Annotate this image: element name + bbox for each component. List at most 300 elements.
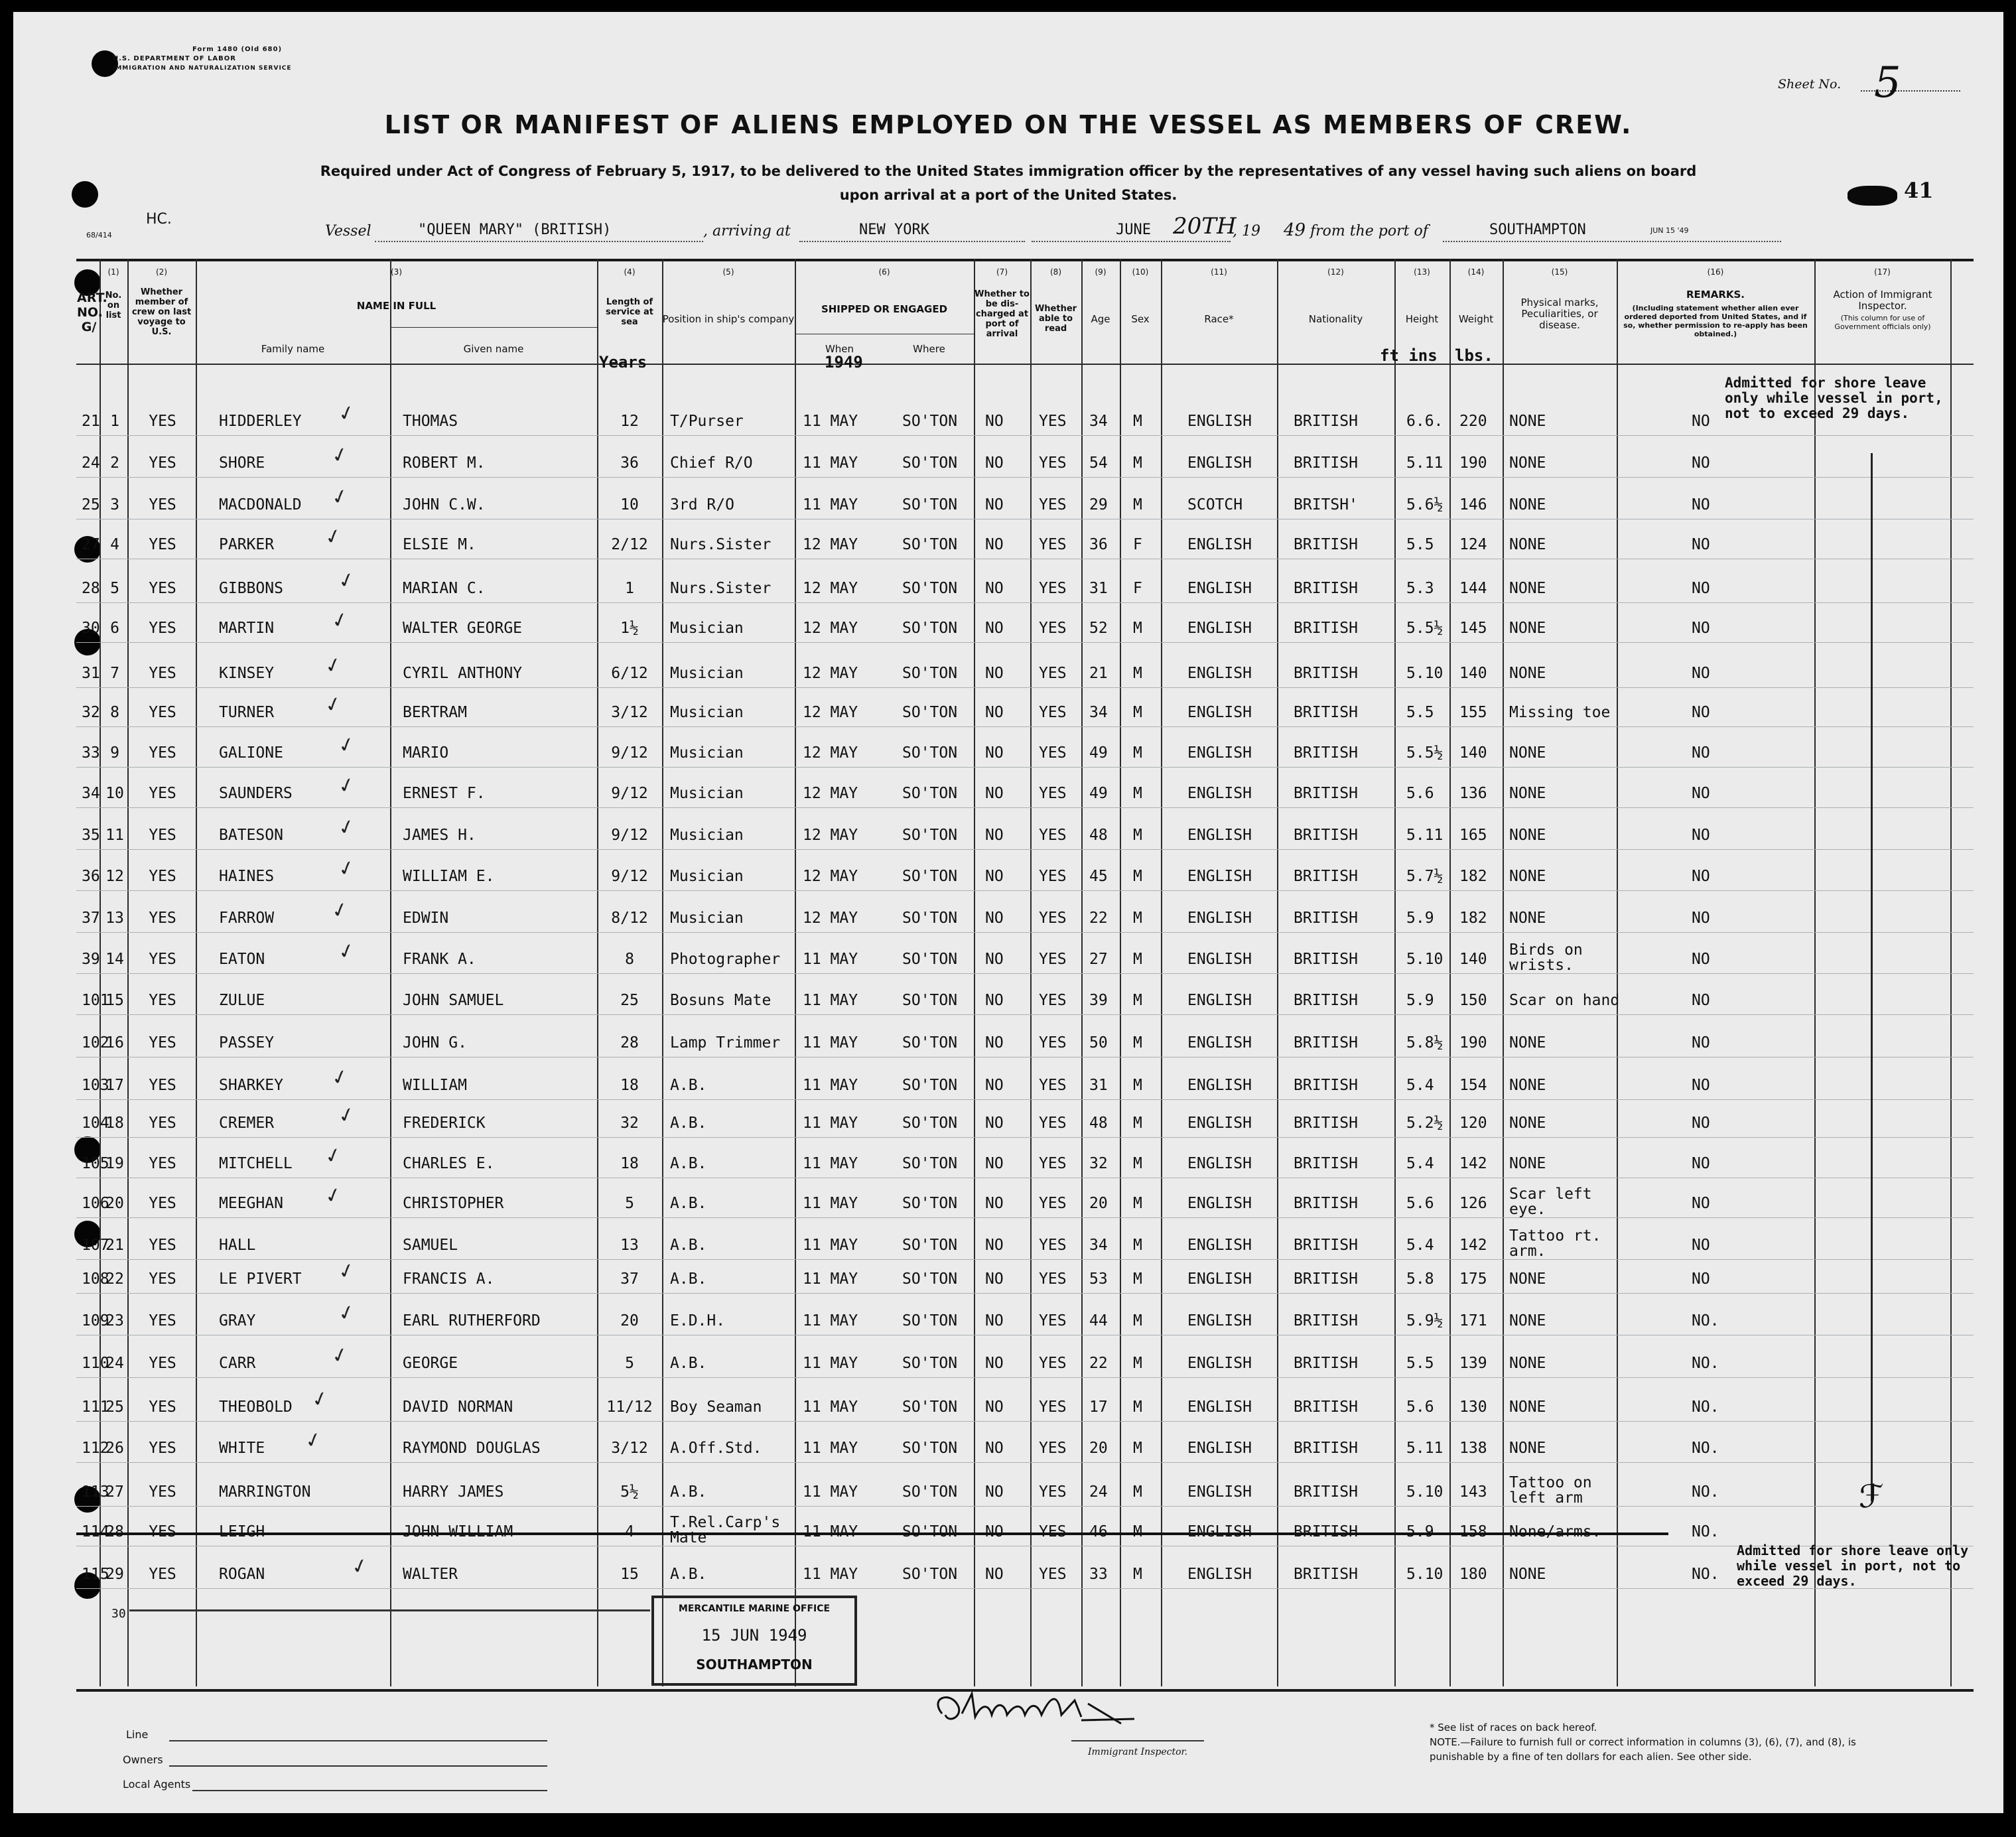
cell-weight: 138 [1459,1440,1487,1457]
cell-yes: YES [149,1566,176,1583]
cell-disch: NO [985,1115,1004,1132]
row-guide-line [76,932,1974,933]
cell-height: 5.3 [1406,580,1434,597]
cell-where: SO'TON [902,580,958,597]
cell-sex: M [1133,827,1142,844]
cell-service: 8/12 [611,910,648,927]
cell-read: YES [1039,536,1067,553]
cell-service: 1 [625,580,634,597]
service: IMMIGRATION AND NATURALIZATION SERVICE [113,65,292,72]
cell-marks: NONE [1509,785,1546,802]
cell-nat: BRITISH [1294,665,1358,682]
units-height: ft ins [1380,346,1438,365]
cell-service: 2/12 [611,536,648,553]
cell-read: YES [1039,785,1067,802]
col-rule [1503,259,1504,1686]
col-number: (15) [1551,267,1568,277]
cell-disch: NO [985,580,1004,597]
cell-disch: NO [985,1355,1004,1372]
cell-remarks: NO [1692,1237,1710,1254]
col-number: (9) [1095,267,1107,277]
header-discharged: Whether to be dis-charged at port of arrival [974,289,1030,339]
cell-remarks: NO. [1692,1398,1719,1416]
cell-disch: NO [985,785,1004,802]
cell-race: ENGLISH [1187,1115,1252,1132]
cell-remarks: NO [1692,1270,1710,1288]
cell-sex: M [1133,785,1142,802]
small-code: 68/414 [86,231,112,239]
cell-weight: 136 [1459,785,1487,802]
cell-no: 3 [110,496,119,513]
col-rule [1950,259,1952,1686]
cell-race: SCOTCH [1187,496,1243,513]
cell-weight: 142 [1459,1155,1487,1172]
cell-race: ENGLISH [1187,454,1252,472]
header-read: Whether able to read [1034,304,1077,334]
cell-where: SO'TON [902,1270,958,1288]
cell-weight: 175 [1459,1270,1487,1288]
cell-sex: M [1133,1077,1142,1094]
cell-family: GALIONE [219,744,283,762]
arrival-month: JUNE [1116,222,1151,238]
cell-given: ERNEST F. [403,785,486,802]
row-guide-line [76,849,1974,850]
cell-service: 36 [620,454,639,472]
cell-disch: NO [985,1195,1004,1212]
cell-age: 50 [1089,1034,1108,1052]
cell-disch: NO [985,1312,1004,1329]
cell-service: 1½ [620,620,639,637]
date-line [1032,241,1231,242]
cell-read: YES [1039,910,1067,927]
cell-sex: M [1133,1155,1142,1172]
cell-no: 21 [105,1237,124,1254]
cell-family: HALL [219,1237,256,1254]
cell-sex: M [1133,496,1142,513]
cell-remarks: NO [1692,1115,1710,1132]
cell-read: YES [1039,1398,1067,1416]
check-mark-icon: ✓ [335,1300,358,1327]
cell-when: 12 MAY [803,536,858,553]
cell-height: 5.6 [1406,1195,1434,1212]
check-mark-icon: ✓ [328,1342,352,1369]
cell-race: ENGLISH [1187,1523,1252,1540]
header-action-sub: (This column for use of Government officials only) [1834,314,1931,331]
col-rule [1277,259,1278,1686]
cell-position: T/Purser [670,413,744,430]
cell-service: 10 [620,496,639,513]
cell-art: 103 [82,1077,109,1094]
footer-owners-rule [169,1765,547,1767]
cell-sex: M [1133,868,1142,885]
header-shipped: SHIPPED OR ENGAGED [821,303,948,315]
cell-position: Boy Seaman [670,1398,762,1416]
cell-art: 113 [82,1483,109,1501]
cell-marks: NONE [1509,413,1546,430]
from-port: SOUTHAMPTON [1489,222,1586,238]
cell-given: JOHN SAMUEL [403,992,504,1009]
cell-age: 24 [1089,1483,1108,1501]
cell-family: LE PIVERT [219,1270,302,1288]
cell-no: 12 [105,868,124,885]
cell-age: 33 [1089,1566,1108,1583]
cell-yes: YES [149,1237,176,1254]
cell-marks: NONE [1509,1034,1546,1052]
cell-yes: YES [149,1440,176,1457]
header-height: Height [1405,313,1439,325]
cell-family: MARTIN [219,620,275,637]
cell-given: MARIAN C. [403,580,486,597]
cell-when: 12 MAY [803,620,858,637]
cell-read: YES [1039,827,1067,844]
cell-when: 11 MAY [803,1566,858,1583]
check-mark-icon: ✓ [308,1386,332,1413]
cell-remarks: NO [1692,1195,1710,1212]
cell-marks: NONE [1509,1440,1546,1457]
cell-disch: NO [985,1077,1004,1094]
row-guide-line [76,807,1974,808]
header-age: Age [1091,313,1110,325]
cell-age: 46 [1089,1523,1108,1540]
cell-given: ROBERT M. [403,454,486,472]
cell-position: A.Off.Std. [670,1440,762,1457]
cell-position: Nurs.Sister [670,580,772,597]
cell-marks: NONE [1509,1355,1546,1372]
cell-race: ENGLISH [1187,536,1252,553]
cell-remarks: NO. [1692,1566,1719,1583]
cell-sex: M [1133,951,1142,968]
check-mark-icon: ✓ [328,607,352,634]
cell-given: RAYMOND DOUGLAS [403,1440,541,1457]
cell-yes: YES [149,1077,176,1094]
cell-race: ENGLISH [1187,910,1252,927]
sheet-no-value: 5 [1874,58,1901,107]
form-identification [113,45,292,73]
cell-where: SO'TON [902,1312,958,1329]
cell-height: 5.5½ [1406,620,1444,637]
cell-sex: M [1133,910,1142,927]
footer-line-label: Line [126,1728,149,1741]
cell-family: ZULUE [219,992,265,1009]
cell-read: YES [1039,1270,1067,1288]
cell-no: 4 [110,536,119,553]
cell-given: JOHN C.W. [403,496,486,513]
cell-disch: NO [985,1155,1004,1172]
cell-age: 53 [1089,1270,1108,1288]
cell-service: 37 [620,1270,639,1288]
cell-family: PASSEY [219,1034,275,1052]
cell-nat: BRITISH [1294,704,1358,721]
col-rule [974,259,975,1686]
cell-nat: BRITISH [1294,1155,1358,1172]
col-number: (4) [624,267,636,277]
cell-race: ENGLISH [1187,1077,1252,1094]
cell-position: A.B. [670,1115,707,1132]
cell-remarks: NO [1692,413,1710,430]
cell-race: ENGLISH [1187,785,1252,802]
cell-family: THEOBOLD [219,1398,293,1416]
inspector-label: Immigrant Inspector. [1088,1747,1188,1757]
cell-yes: YES [149,1034,176,1052]
cell-no: 10 [105,785,124,802]
row-guide-line [76,477,1974,478]
cell-where: SO'TON [902,1355,958,1372]
col-number: (12) [1327,267,1344,277]
cell-age: 17 [1089,1398,1108,1416]
cell-age: 54 [1089,454,1108,472]
cell-yes: YES [149,1398,176,1416]
cell-when: 11 MAY [803,1237,858,1254]
cell-marks: NONE [1509,1155,1546,1172]
cell-family: MACDONALD [219,496,302,513]
subtitle [265,159,1751,207]
cell-given: EDWIN [403,910,449,927]
cell-art: 104 [82,1115,109,1132]
cell-read: YES [1039,454,1067,472]
cell-age: 44 [1089,1312,1108,1329]
header-member-last-voyage: Whether member of crew on last voyage to U.S. [131,287,192,337]
cell-service: 13 [620,1237,639,1254]
cell-age: 49 [1089,785,1108,802]
cell-sex: M [1133,1270,1142,1288]
col-rule [1814,259,1816,1686]
cell-where: SO'TON [902,744,958,762]
cell-yes: YES [149,620,176,637]
cell-height: 5.9 [1406,910,1434,927]
cell-nat: BRITISH [1294,1523,1358,1540]
cell-given: MARIO [403,744,449,762]
cell-remarks: NO. [1692,1312,1719,1329]
cell-art: 114 [82,1523,109,1540]
cell-yes: YES [149,744,176,762]
cell-disch: NO [985,1566,1004,1583]
cell-family: TURNER [219,704,275,721]
check-mark-icon: ✓ [322,652,345,679]
cell-marks: Scar left eye. [1509,1186,1592,1218]
cell-marks: NONE [1509,1115,1546,1132]
cell-service: 11/12 [606,1398,653,1416]
cell-marks: Birds on wrists. [1509,941,1583,974]
cell-height: 5.5 [1406,1355,1434,1372]
cell-where: SO'TON [902,1155,958,1172]
cell-race: ENGLISH [1187,1237,1252,1254]
cell-position: Bosuns Mate [670,992,772,1009]
vessel-name: "QUEEN MARY" (BRITISH) [418,222,612,238]
cell-service: 5 [625,1195,634,1212]
cell-age: 29 [1089,496,1108,513]
cell-weight: 165 [1459,827,1487,844]
cell-remarks: NO. [1692,1483,1719,1501]
cell-service: 18 [620,1155,639,1172]
cell-service: 6/12 [611,665,648,682]
cell-disch: NO [985,744,1004,762]
cell-marks: NONE [1509,1077,1546,1094]
cell-sex: M [1133,1237,1142,1254]
cell-remarks: NO [1692,868,1710,885]
cell-position: Musician [670,665,744,682]
col-number: (17) [1874,267,1891,277]
row-guide-line [76,1293,1974,1294]
check-mark-icon: ✓ [335,814,358,841]
cell-nat: BRITISH [1294,1115,1358,1132]
header-remarks: REMARKS. [1686,289,1745,301]
cell-art: 101 [82,992,109,1009]
cell-no: 5 [110,580,119,597]
cell-service: 20 [620,1312,639,1329]
cell-yes: YES [149,665,176,682]
cell-remarks: NO [1692,951,1710,968]
cell-given: ELSIE M. [403,536,476,553]
cell-weight: 158 [1459,1523,1487,1540]
cell-nat: BRITISH [1294,1483,1358,1501]
row-30-cancel-line [129,1609,650,1611]
inspector-rule [1071,1740,1204,1741]
check-mark-icon: ✓ [322,1182,345,1209]
check-mark-icon: ✓ [335,400,358,427]
cell-yes: YES [149,454,176,472]
cell-age: 45 [1089,868,1108,885]
cell-when: 12 MAY [803,580,858,597]
cell-read: YES [1039,620,1067,637]
cell-remarks: NO [1692,1077,1710,1094]
cell-read: YES [1039,1523,1067,1540]
cell-age: 20 [1089,1440,1108,1457]
cell-art: 27 [82,536,100,553]
row-guide-line [76,1137,1974,1138]
cell-when: 11 MAY [803,1440,858,1457]
cell-where: SO'TON [902,827,958,844]
cell-age: 22 [1089,1355,1108,1372]
check-mark-icon: ✓ [335,772,358,799]
cell-age: 34 [1089,704,1108,721]
cell-height: 5.6 [1406,785,1434,802]
cell-sex: M [1133,1566,1142,1583]
cell-no: 27 [105,1483,124,1501]
cell-art: 25 [82,496,100,513]
cell-where: SO'TON [902,1195,958,1212]
col-number: (16) [1707,267,1724,277]
cell-art: 31 [82,665,100,682]
cell-no: 28 [105,1523,124,1540]
cell-when: 12 MAY [803,704,858,721]
cell-nat: BRITISH [1294,785,1358,802]
cell-weight: 220 [1459,413,1487,430]
cell-position: A.B. [670,1355,707,1372]
header-given-name: Given name [463,343,524,355]
cell-read: YES [1039,1355,1067,1372]
cell-art: 33 [82,744,100,762]
cell-race: ENGLISH [1187,1034,1252,1052]
cell-race: ENGLISH [1187,704,1252,721]
cell-where: SO'TON [902,620,958,637]
cell-weight: 143 [1459,1483,1487,1501]
cell-where: SO'TON [902,910,958,927]
cell-age: 20 [1089,1195,1108,1212]
penalty-note: NOTE.—Failure to furnish full or correct information in columns (3), (6), (7), and (8), is punishable by a fine of ten dollars for each alien. See other side. [1430,1736,1856,1763]
cell-when: 12 MAY [803,744,858,762]
cell-remarks: NO [1692,1155,1710,1172]
check-mark-icon: ✓ [328,442,352,469]
header-nationality: Nationality [1308,313,1363,325]
footer-agents-label: Local Agents [123,1778,191,1791]
cell-no: 14 [105,951,124,968]
cell-when: 12 MAY [803,910,858,927]
cell-disch: NO [985,496,1004,513]
cell-weight: 180 [1459,1566,1487,1583]
cell-yes: YES [149,1355,176,1372]
cell-given: GEORGE [403,1355,458,1372]
cell-height: 5.5½ [1406,744,1444,762]
header-physical-marks: Physical marks, Peculiarities, or disease. [1520,297,1599,331]
cell-yes: YES [149,785,176,802]
header-where: Where [913,343,945,355]
cell-nat: BRITISH [1294,1355,1358,1372]
cell-remarks: NO [1692,665,1710,682]
cell-when: 11 MAY [803,496,858,513]
cell-yes: YES [149,496,176,513]
row-guide-line [76,890,1974,891]
cell-read: YES [1039,1034,1067,1052]
cell-disch: NO [985,1523,1004,1540]
year-prefix: , 19 [1233,223,1260,239]
cell-marks: NONE [1509,1270,1546,1288]
cell-race: ENGLISH [1187,1566,1252,1583]
header-family-name: Family name [261,343,325,355]
cell-disch: NO [985,868,1004,885]
cell-family: GIBBONS [219,580,283,597]
check-mark-icon: ✓ [335,938,358,965]
cell-height: 5.10 [1406,1566,1444,1583]
footer-note [1430,1720,1881,1764]
cell-marks: NONE [1509,1566,1546,1583]
col-rule [1449,259,1451,1686]
cell-weight: 126 [1459,1195,1487,1212]
cell-yes: YES [149,1195,176,1212]
cell-given: EARL RUTHERFORD [403,1312,541,1329]
cell-no: 13 [105,910,124,927]
check-mark-icon: ✓ [328,897,352,924]
footer-agents-rule [192,1790,547,1791]
row-guide-line [76,1421,1974,1422]
cell-family: CREMER [219,1115,275,1132]
cell-nat: BRITISH [1294,1270,1358,1288]
cell-when: 11 MAY [803,413,858,430]
cell-family: SHORE [219,454,265,472]
cell-marks: NONE [1509,496,1546,513]
check-mark-icon: ✓ [335,567,358,594]
cell-yes: YES [149,1312,176,1329]
cell-disch: NO [985,992,1004,1009]
cell-service: 9/12 [611,827,648,844]
cell-read: YES [1039,1312,1067,1329]
footer-line-rule [169,1740,547,1741]
cell-read: YES [1039,1237,1067,1254]
cell-family: HAINES [219,868,275,885]
cell-age: 48 [1089,1115,1108,1132]
cell-sex: M [1133,992,1142,1009]
header-position: Position in ship's company [662,313,795,325]
cell-art: 35 [82,827,100,844]
cell-read: YES [1039,496,1067,513]
cell-marks: Tattoo rt. arm. [1509,1227,1601,1260]
cell-service: 8 [625,951,634,968]
cell-race: ENGLISH [1187,1195,1252,1212]
cell-remarks: NO [1692,496,1710,513]
cell-sex: M [1133,1398,1142,1416]
cell-when: 12 MAY [803,868,858,885]
cell-nat: BRITISH [1294,868,1358,885]
cell-position: Photographer [670,951,781,968]
